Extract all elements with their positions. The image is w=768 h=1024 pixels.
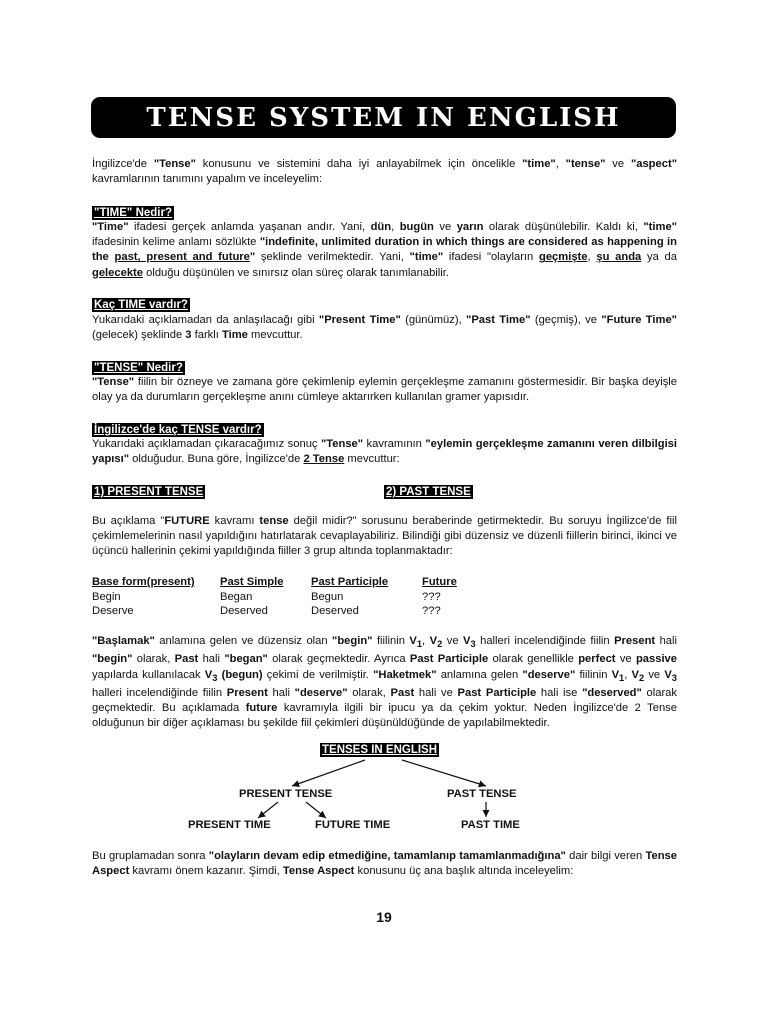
- diagram-past-time: PAST TIME: [461, 819, 520, 831]
- baslamak-paragraph: "Başlamak" anlamına gelen ve düzensiz olan "begin" fiilinin $V_1$, $V_2$ ve $V_3$ halleri incelendiğinde fiilin Present hali "begin" olarak, Past hali "began" olarak geçmektedir. Ayrıca Past Participle olarak genellikle perfect ve passive yapılarda kullanılacak $V_3$ (begun) çekimi de verilmiştir. "Haketmek" anlamına gelen "deserve" fiilinin $V_1$, $V_2$ ve $V_3$ halleri incelendiğinde fiilin Present hali "deserve" olarak, Past hali ve Past Participle hali ise "deserved" olarak geçmektedir. Bu açıklamada future kavramıyla ilgili bir ipucu ya da çekim yoktur. Neden İngilizce'de 2 Tense olduğunun bir diğer açıklaması bu şekilde fiil çekimleri düşünüldüğünde de yapılabilmektedir.: [92, 635, 678, 730]
- kac-tense-heading: İngilizce'de kaç TENSE vardır?: [94, 424, 262, 436]
- arrow-to-present-tense: [292, 760, 365, 786]
- future-paragraph: Bu açıklama "FUTURE kavramı tense değil midir?" sorusunu beraberinde getirmektedir. Bu soruyu İngilizce'de fiil çekimlemelerinin nasıl yapıldığını hatırlatarak cevaplayabiliriz. Bilindiği gibi düzensiz ve düzenli fiillerin birinci, ikinci ve üçüncü hallerinin çekimi yapıldığında fiiller 3 grup altında toplanmaktadır:: [92, 515, 677, 558]
- page-title: TENSE SYSTEM IN ENGLISH: [91, 97, 676, 138]
- table-cell: ???: [422, 591, 441, 603]
- kac-tense-paragraph: Yukarıdaki açıklamadan çıkaracağımız sonuç "Tense" kavramının "eylemin gerçekleşme zamanını veren dilbilgisi yapısı" olduğudur. Buna göre, İngilizce'de 2 Tense mevcuttur:: [92, 438, 678, 466]
- table-cell: ???: [422, 605, 441, 617]
- arrow-to-future-time: [306, 802, 326, 818]
- intro-paragraph: İngilizce'de "Tense" konusunu ve sistemini daha iyi anlayabilmek için öncelikle "time", "tense" ve "aspect" kavramlarının tanımını yapalım ve inceleyelim:: [92, 158, 677, 186]
- diagram-title: TENSES IN ENGLISH: [322, 744, 438, 756]
- table-header: Base form(present): [92, 576, 195, 588]
- closing-paragraph: Bu gruplamadan sonra "olayların devam edip etmediğine, tamamlanıp tamamlanmadığına" dair bilgi veren Tense Aspect kavramı önem kazanır. Şimdi, Tense Aspect konusunu üç ana başlık altında inceleyelim:: [92, 850, 677, 878]
- table-header: Past Participle: [311, 576, 389, 588]
- tense-heading: "TENSE" Nedir?: [94, 362, 183, 374]
- time-paragraph: "Time" ifadesi gerçek anlamda yaşanan andır. Yani, dün, bugün ve yarın olarak düşünülebilir. Kaldı ki, "time" ifadesinin kelime anlamı sözlükte "indefinite, unlimited duration in which things are considered as happening in the past, present and future" şeklinde verilmektedir. Yani, "time" ifadesi "olayların geçmişte, şu anda ya da gelecekte olduğu düşünülen ve sınırsız olan süreç olarak tanımlanabilir.: [92, 221, 678, 279]
- table-cell: Deserved: [220, 605, 268, 617]
- arrow-to-past-tense: [402, 760, 486, 786]
- page-number: 19: [376, 909, 392, 925]
- table-cell: Begin: [92, 591, 121, 603]
- diagram-present-time: PRESENT TIME: [188, 819, 271, 831]
- diagram-present-tense: PRESENT TENSE: [239, 788, 333, 800]
- arrow-to-present-time: [258, 802, 278, 818]
- table-cell: Deserved: [311, 605, 359, 617]
- table-header: Past Simple: [220, 576, 284, 588]
- kac-time-paragraph: Yukarıdaki açıklamadan da anlaşılacağı gibi "Present Time" (günümüz), "Past Time" (geçmiş), ve "Future Time" (gelecek) şeklinde 3 farklı Time mevcuttur.: [92, 314, 677, 342]
- diagram-future-time: FUTURE TIME: [315, 819, 391, 831]
- table-header: Future: [422, 576, 457, 588]
- table-cell: Began: [220, 591, 253, 603]
- tense-paragraph: "Tense" fiilin bir özneye ve zamana göre çekimlenip eylemin gerçekleşme zamanını göstermesidir. Bir başka deyişle olay ya da durumların gerçekleşme anını cümleye aktarırken kullanılan gramer yapısıdır.: [92, 376, 677, 404]
- diagram-past-tense: PAST TENSE: [447, 788, 517, 800]
- table-cell: Deserve: [92, 605, 134, 617]
- present-tense-label: 1) PRESENT TENSE: [94, 486, 204, 498]
- table-cell: Begun: [311, 591, 344, 603]
- kac-time-heading: Kaç TIME vardır?: [94, 299, 188, 311]
- past-tense-label: 2) PAST TENSE: [386, 486, 471, 498]
- time-heading: "TIME" Nedir?: [94, 207, 172, 219]
